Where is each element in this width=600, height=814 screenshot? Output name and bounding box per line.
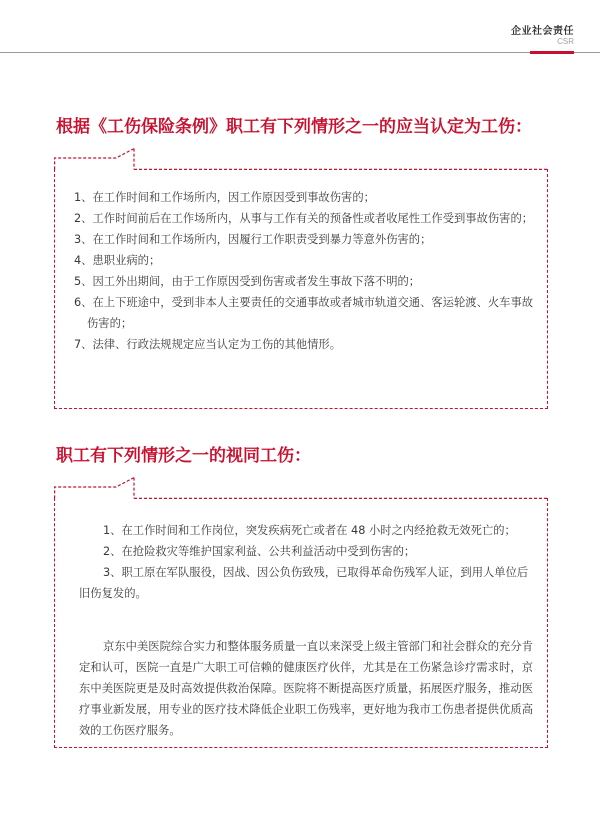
section1-box-top-border <box>54 148 548 170</box>
list-item: 1、在工作时间和工作岗位，突发疾病死亡或者在 48 小时之内经抢救无效死亡的； <box>103 524 516 537</box>
header-rule <box>0 52 600 53</box>
section2-list <box>55 520 547 604</box>
list-item: 3、在工作时间和工作场所内，因履行工作职责受到暴力等意外伤害的； <box>74 233 432 246</box>
section1-box <box>54 169 548 409</box>
list-item: 4、患职业病的； <box>74 254 161 267</box>
list-item: 6、在上下班途中，受到非本人主要责任的交通事故或者城市轨道交通、客运轮渡、火车事故伤害的； <box>74 296 534 330</box>
section2-box <box>54 498 548 748</box>
header-subtitle: CSR <box>557 37 574 46</box>
list-item: 2、工作时间前后在工作场所内，从事与工作有关的预备性或者收尾性工作受到事故伤害的； <box>74 212 534 225</box>
list-item: 1、在工作时间和工作场所内，因工作原因受到事故伤害的； <box>74 191 375 204</box>
list-item: 7、法律、行政法规规定应当认定为工伤的其他情形。 <box>74 338 342 351</box>
section2-title: 职工有下列情形之一的视同工伤： <box>56 446 311 466</box>
section1-list <box>55 187 547 355</box>
list-item: 3、职工原在军队服役，因战、因公负伤致残，已取得革命伤残军人证，到用人单位后旧伤复发的。 <box>79 566 529 600</box>
header-accent-bar <box>530 51 574 54</box>
list-item: 2、在抢险救灾等维护国家利益、公共利益活动中受到伤害的； <box>103 545 416 558</box>
header-title: 企业社会责任 <box>511 26 574 37</box>
list-item: 5、因工外出期间，由于工作原因受到伤害或者发生事故下落不明的； <box>74 275 421 288</box>
hospital-paragraph: 京东中美医院综合实力和整体服务质量一直以来深受上级主管部门和社会群众的充分肯定和认可，医院一直是广大职工可信赖的健康医疗伙伴，尤其是在工伤紧急诊疗需求时，京东中美医院更是及时高效提供救治保障。医院将不断提高医疗质量，拓展医疗服务，推动医疗事业新发展，用专业的医疗技术降低企业职工伤残率，更好地为我市工伤患者提供优质高效的工伤医疗服务。 <box>79 640 533 737</box>
section2-box-top-border <box>54 477 548 499</box>
section1-title: 根据《工伤保险条例》职工有下列情形之一的应当认定为工伤： <box>56 117 532 137</box>
